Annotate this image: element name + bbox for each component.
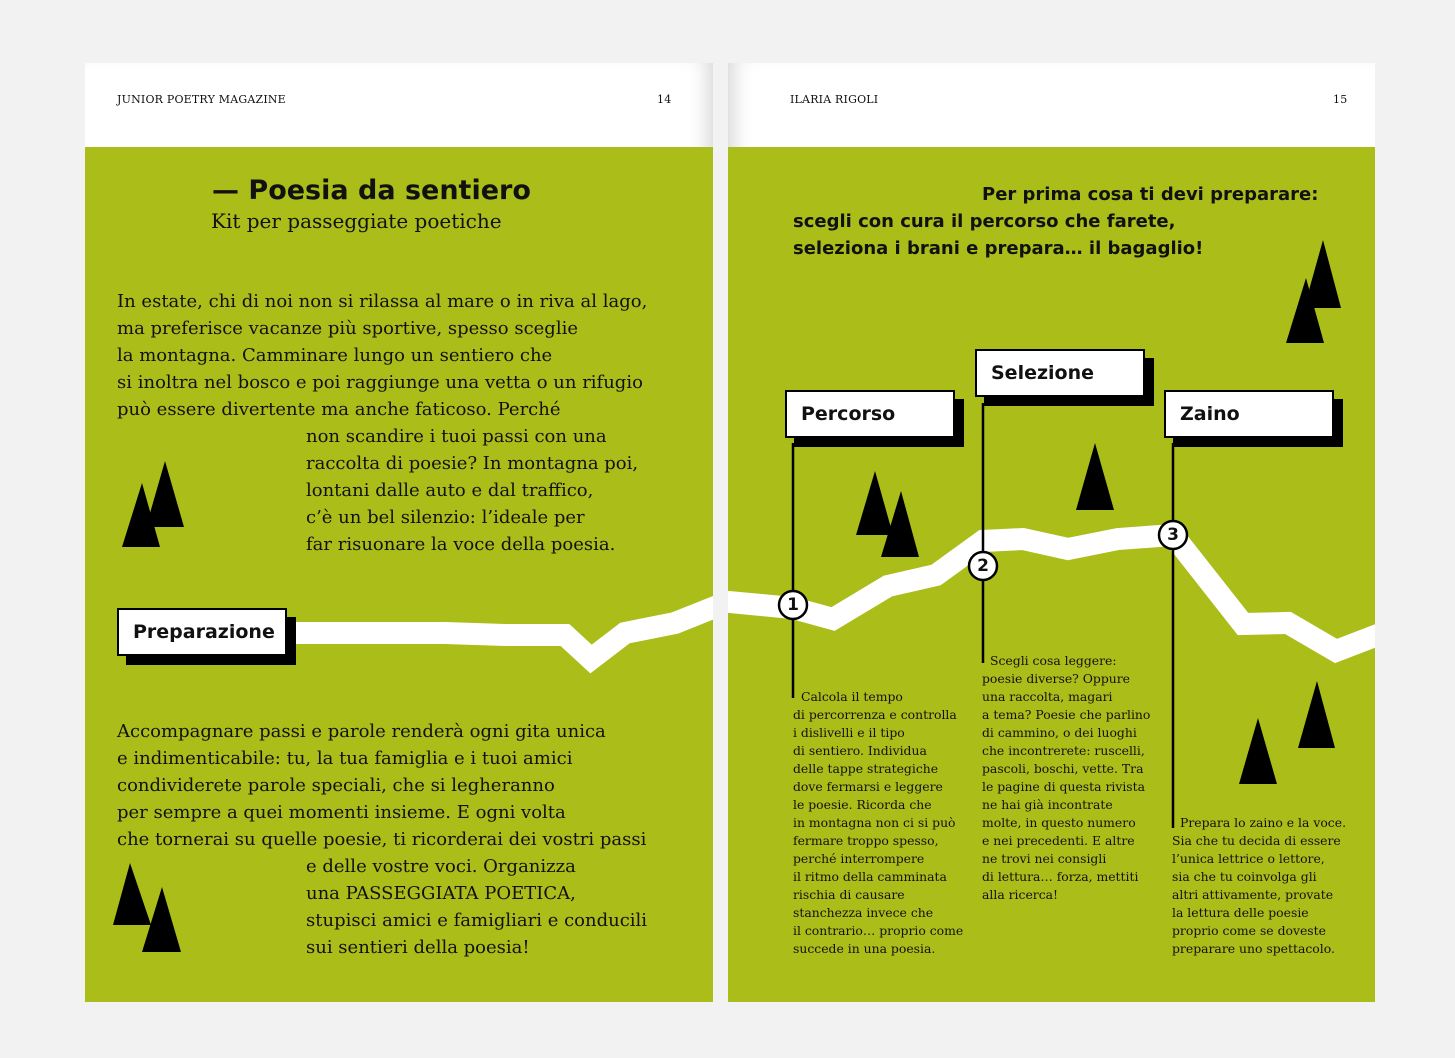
heading-line-1: Per prima cosa ti devi preparare: <box>982 184 1319 205</box>
step-text-3: Prepara lo zaino e la voce. Sia che tu decida di essere l’unica lettrice o lettore, sia che tu coinvolga gli altri attivamente, provate la lettura delle poesie proprio come se doveste preparare uno spettacolo. <box>1172 815 1347 956</box>
step-number-3: 3 <box>1167 525 1179 545</box>
tree-icon <box>1286 240 1341 343</box>
trail-path <box>285 603 713 659</box>
tree-icon <box>1076 443 1114 510</box>
outro-paragraph-b: e delle vostre voci. Organizza una PASSEGGIATA POETICA, stupisci amici e famigliari e conducili sui sentieri della poesia! <box>306 856 648 958</box>
step-number-2: 2 <box>977 556 989 576</box>
page-number-left: 14 <box>657 93 672 106</box>
tree-icon <box>856 471 919 557</box>
article-subtitle: Kit per passeggiate poetiche <box>211 209 502 233</box>
label-selezione: Selezione <box>975 349 1145 397</box>
step-text-2: Scegli cosa leggere: poesie diverse? Oppure una raccolta, magari a tema? Poesie che parlino di cammino, o dei luoghi che incontrerete: ruscelli, pascoli, boschi, vette. Tra le pagine di questa rivista ne hai già incontrate molte, in questo numero e nei precedenti. E altre ne trovi nei consigli di lettura… forza, mettiti alla ricerca! <box>982 653 1151 902</box>
label-percorso: Percorso <box>785 390 955 438</box>
author-name: ILARIA RIGOLI <box>790 93 879 106</box>
page-number-right: 15 <box>1333 93 1348 106</box>
trail-path <box>728 535 1375 651</box>
right-page <box>728 63 1375 1002</box>
heading-line-2: scegli con cura il percorso che farete, <box>793 211 1176 232</box>
intro-paragraph-b: non scandire i tuoi passi con una raccolta di poesie? In montagna poi, lontani dalle auto e dal traffico, c’è un bel silenzio: l’ideale per far risuonare la voce della poesia. <box>306 426 639 555</box>
magazine-name: JUNIOR POETRY MAGAZINE <box>117 93 286 106</box>
label-zaino: Zaino <box>1164 390 1334 438</box>
article-title: — Poesia da sentiero <box>212 175 531 206</box>
label-preparazione: Preparazione <box>117 608 287 656</box>
tree-icon <box>113 863 181 952</box>
tree-icon <box>122 461 184 547</box>
tree-icon <box>1239 681 1335 784</box>
heading-line-3: seleziona i brani e prepara… il bagaglio! <box>793 238 1204 259</box>
intro-paragraph-a: In estate, chi di noi non si rilassa al mare o in riva al lago, ma preferisce vacanze più sportive, spesso sceglie la montagna. Camminare lungo un sentiero che si inoltra nel bosco e poi raggiunge una vetta o un rifugio può essere divertente ma anche faticoso. Perché <box>117 291 648 420</box>
step-text-1: Calcola il tempo di percorrenza e controlla i dislivelli e il tipo di sentiero. Individua delle tappe strategiche dove fermarsi e leggere le poesie. Ricorda che in montagna non ci si può fermare troppo spesso, perché interrompere il ritmo della camminata rischia di causare stanchezza invece che il contrario… proprio come succede in una poesia. <box>793 689 964 956</box>
outro-paragraph-a: Accompagnare passi e parole renderà ogni gita unica e indimenticabile: tu, la tua famiglia e i tuoi amici condividerete parole speciali, che si legheranno per sempre a quei momenti insieme. E ogni volta che tornerai su quelle poesie, ti ricorderai dei vostri passi <box>117 721 647 850</box>
left-page <box>85 63 713 1002</box>
step-number-1: 1 <box>787 595 799 615</box>
